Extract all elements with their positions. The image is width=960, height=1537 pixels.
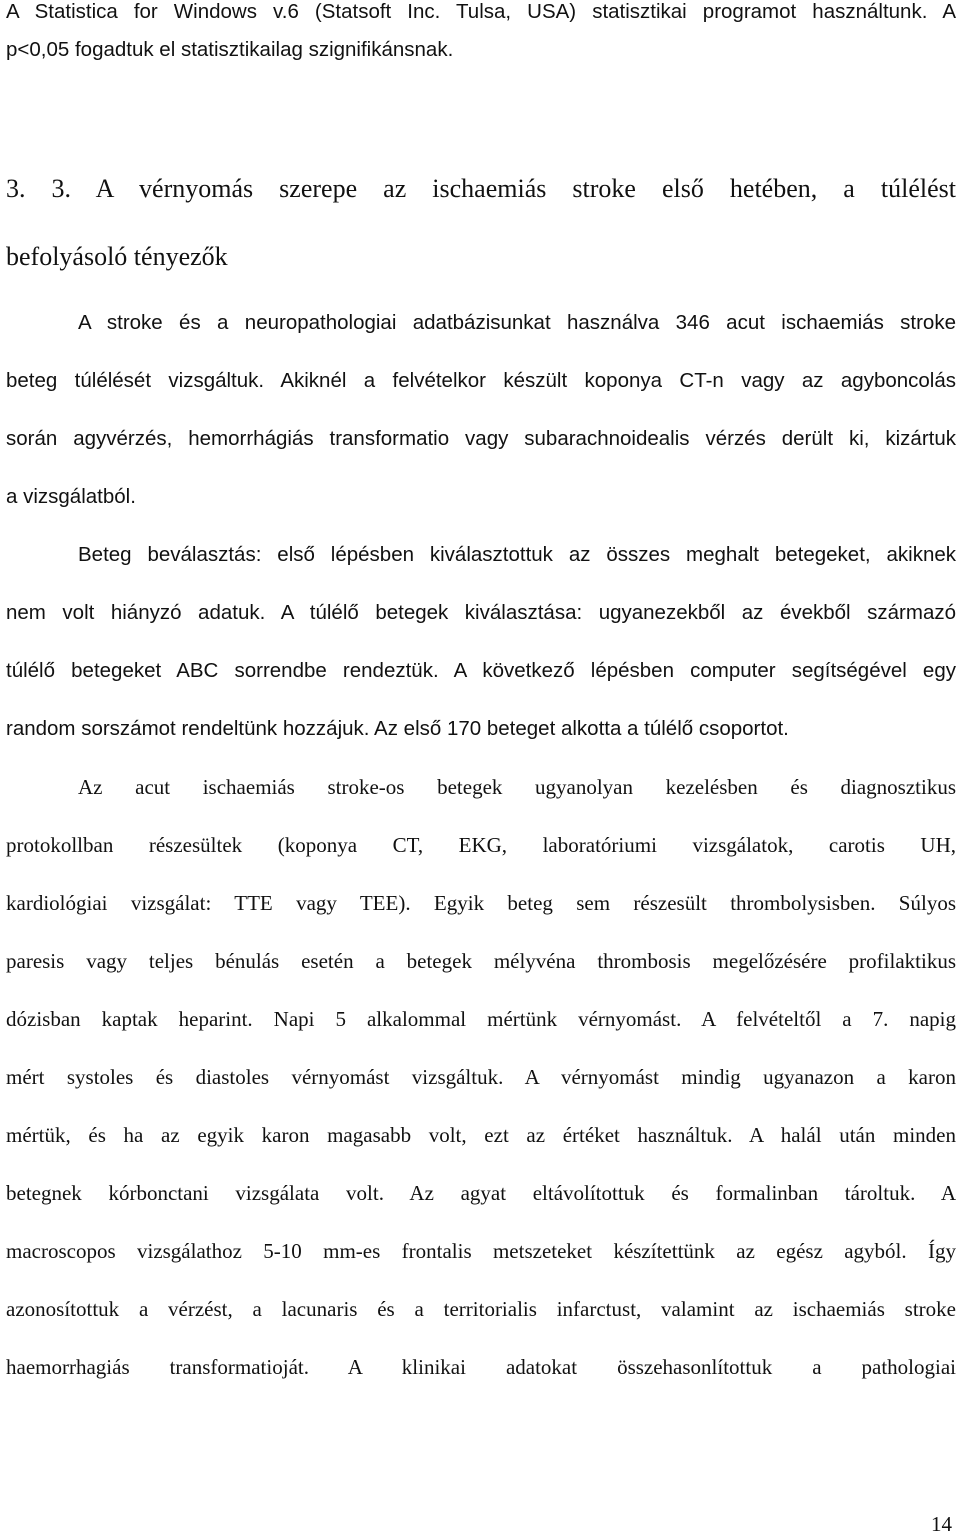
paragraph-3-line-6: mért systoles és diastoles vérnyomást vizsgáltuk. A vérnyomást mindig ugyanazon a karon [6,1065,956,1089]
paragraph-3-line-5: dózisban kaptak heparint. Napi 5 alkalommal mértünk vérnyomást. A felvételtől a 7. napig [6,1007,956,1031]
paragraph-3-line-9: macroscopos vizsgálathoz 5-10 mm-es frontalis metszeteket készítettünk az egész agyból. Így [6,1239,956,1263]
paragraph-1-line-1: A stroke és a neuropathologiai adatbázisunkat használva 346 acut ischaemiás stroke [78,311,956,334]
page-number: 14 [931,1512,952,1536]
intro-line-1: A Statistica for Windows v.6 (Statsoft Inc. Tulsa, USA) statisztikai programot használtunk. A [6,0,956,23]
paragraph-3-line-3: kardiológiai vizsgálat: TTE vagy TEE). Egyik beteg sem részesült thrombolysisben. Súlyos [6,891,956,915]
paragraph-3-line-1: Az acut ischaemiás stroke-os betegek ugyanolyan kezelésben és diagnosztikus [78,775,956,799]
paragraph-3-line-4: paresis vagy teljes bénulás esetén a betegek mélyvéna thrombosis megelőzésére profilaktikus [6,949,956,973]
paragraph-2-line-4: random sorszámot rendeltünk hozzájuk. Az első 170 beteget alkotta a túlélő csoportot. [6,717,789,740]
paragraph-1-line-4: a vizsgálatból. [6,485,136,508]
paragraph-3-line-2: protokollban részesültek (koponya CT, EKG, laboratóriumi vizsgálatok, carotis UH, [6,833,956,857]
paragraph-3-line-10: azonosítottuk a vérzést, a lacunaris és a territorialis infarctust, valamint az ischaemiás stroke [6,1297,956,1321]
paragraph-1-line-3: során agyvérzés, hemorrhágiás transformatio vagy subarachnoidealis vérzés derült ki, kizártuk [6,427,956,450]
paragraph-2-line-2: nem volt hiányzó adatuk. A túlélő betegek kiválasztása: ugyanezekből az évekből származó [6,601,956,624]
paragraph-3-line-8: betegnek kórbonctani vizsgálata volt. Az agyat eltávolítottuk és formalinban tároltuk. A [6,1181,956,1205]
section-heading-line-2: befolyásoló tényezők [6,242,228,271]
paragraph-3-line-7: mértük, és ha az egyik karon magasabb volt, ezt az értéket használtuk. A halál után minden [6,1123,956,1147]
paragraph-1-line-2: beteg túlélését vizsgáltuk. Akiknél a felvételkor készült koponya CT-n vagy az agyboncolás [6,369,956,392]
paragraph-3-line-11: haemorrhagiás transformatioját. A klinikai adatokat összehasonlítottuk a pathologiai [6,1355,956,1379]
paragraph-2-line-1: Beteg beválasztás: első lépésben kiválasztottuk az összes meghalt betegeket, akiknek [78,543,956,566]
paragraph-2-line-3: túlélő betegeket ABC sorrendbe rendeztük. A következő lépésben computer segítségével egy [6,659,956,682]
intro-line-2: p<0,05 fogadtuk el statisztikailag szignifikánsnak. [6,38,454,61]
section-heading-line-1: 3. 3. A vérnyomás szerepe az ischaemiás stroke első hetében, a túlélést [6,174,956,203]
